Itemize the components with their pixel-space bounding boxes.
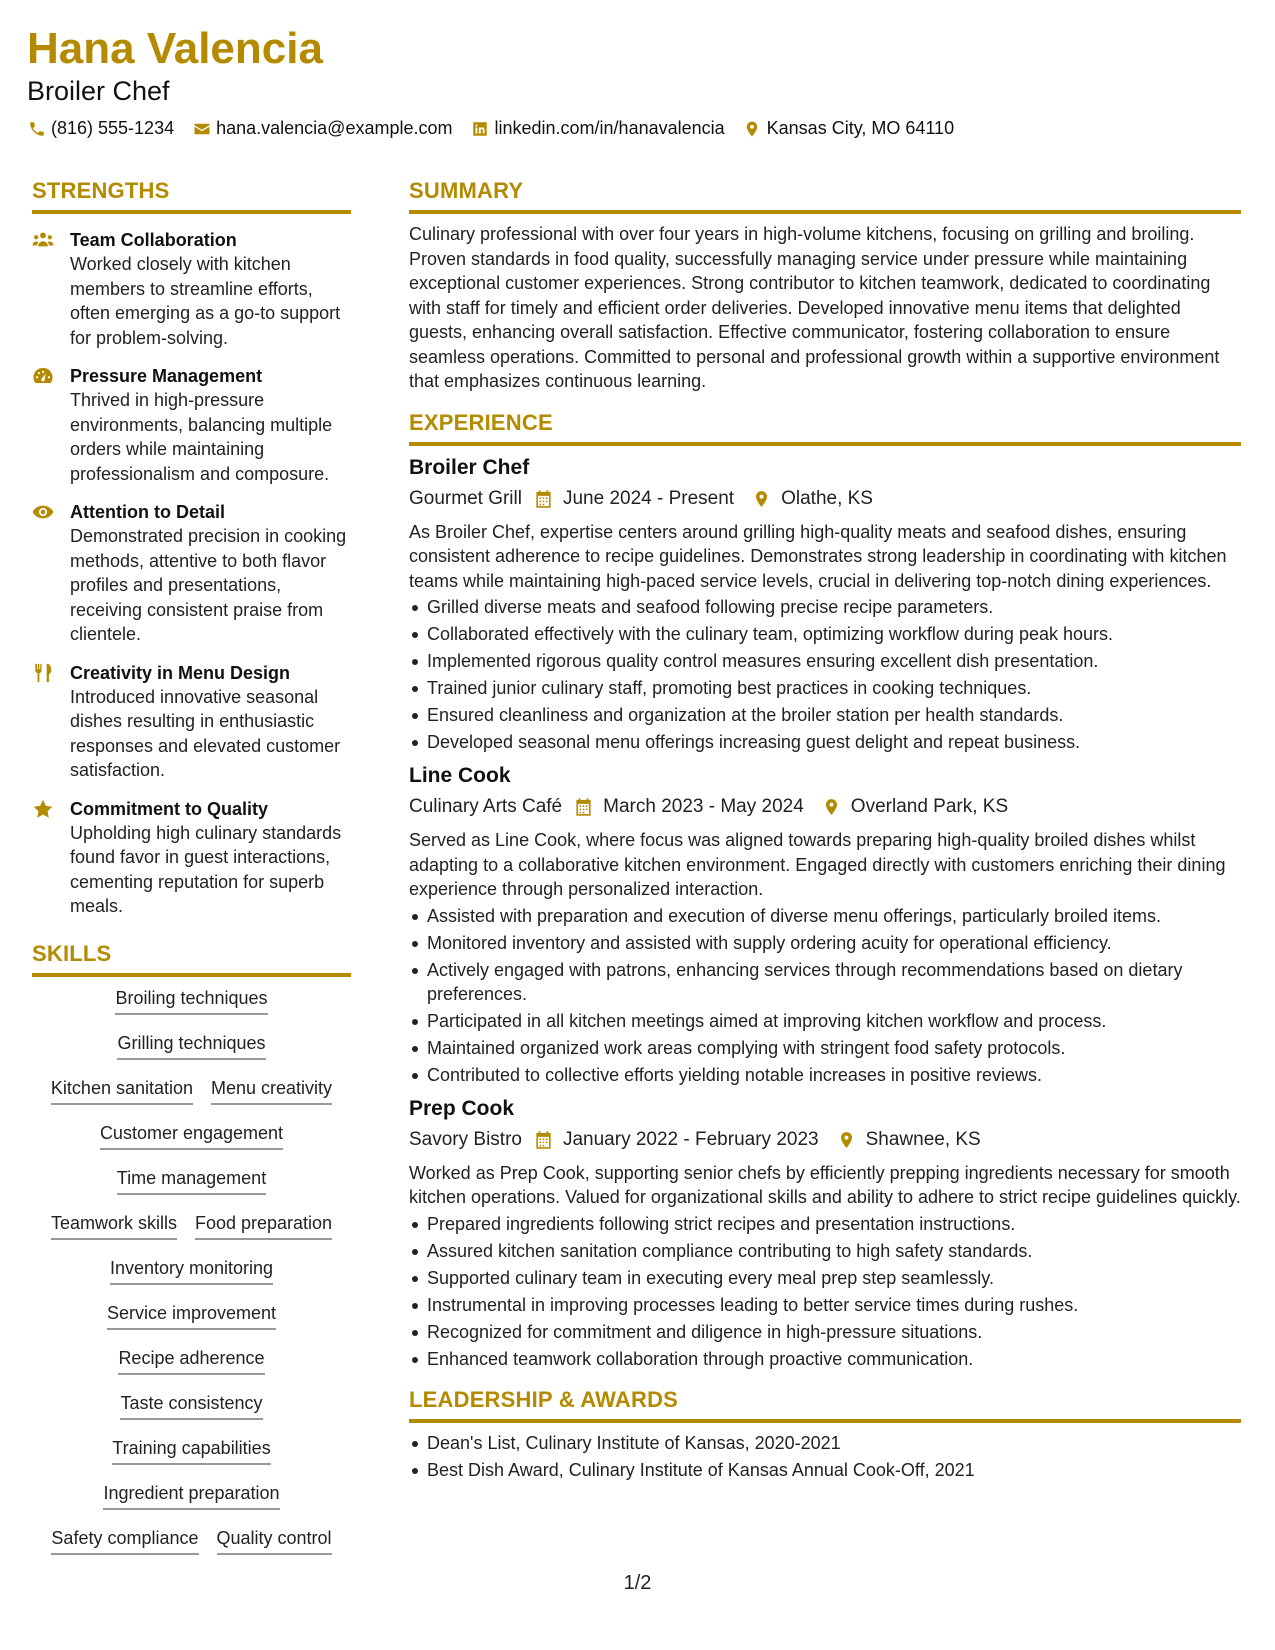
skill-tag: Broiling techniques [115, 987, 267, 1015]
list-item: Participated in all kitchen meetings aimed at improving kitchen workflow and process. [409, 1009, 1241, 1033]
eye-icon [32, 500, 70, 647]
skill-tag: Customer engagement [100, 1122, 283, 1150]
job-description: Worked as Prep Cook, supporting senior chefs by efficiently prepping ingredients necessary for smooth kitchen operations. Valued for organizational skills and ability to adhere to strict recipe guidelines quickly. [409, 1162, 1241, 1207]
email-link[interactable]: hana.valencia@example.com [216, 118, 453, 138]
candidate-name: Hana Valencia [27, 24, 323, 73]
strength-item [32, 364, 351, 486]
calendar-icon [574, 797, 593, 817]
skill-tag: Menu creativity [211, 1077, 332, 1105]
job-company: Savory Bistro [409, 1128, 522, 1150]
job-meta [409, 793, 1241, 821]
list-item: Grilled diverse meats and seafood following precise recipe parameters. [409, 595, 1241, 619]
strength-name: Attention to Detail [70, 502, 225, 522]
job-bullets [409, 595, 1241, 754]
star-icon [32, 797, 70, 919]
strength-name: Creativity in Menu Design [70, 662, 291, 683]
list-item: Supported culinary team in executing every meal prep step seamlessly. [409, 1266, 1241, 1290]
list-item: Actively engaged with patrons, enhancing services through recommendations based on dietary preferences. [409, 958, 1241, 1006]
map-pin-icon [822, 797, 841, 817]
map-pin-icon [743, 119, 762, 138]
skill-tag: Ingredient preparation [103, 1482, 279, 1510]
strength-item [32, 500, 351, 647]
job-title: Broiler Chef [409, 455, 530, 479]
job-bullets [409, 1212, 1241, 1371]
job-dates: March 2023 - May 2024 [603, 796, 804, 817]
skill-tag: Time management [117, 1167, 266, 1195]
contact-bar [27, 118, 1245, 139]
list-item: Assisted with preparation and execution of diverse menu offerings, particularly broiled items. [409, 904, 1241, 928]
strengths-heading: STRENGTHS [32, 178, 351, 214]
linkedin-link[interactable]: linkedin.com/in/hanavalencia [494, 118, 725, 138]
job-location: Overland Park, KS [850, 796, 1009, 817]
strength-desc: Thrived in high-pressure environments, balancing multiple orders while maintaining professionalism and composure. [70, 390, 333, 484]
list-item: Assured kitchen sanitation compliance contributing to high safety standards. [409, 1239, 1241, 1263]
list-item: Ensured cleanliness and organization at the broiler station per health standards. [409, 703, 1241, 727]
summary-text: Culinary professional with over four years in high-volume kitchens, focusing on grilling and broiling. Proven standards in food quality, successfully managing service under pressure while maintaining exceptional customer experiences. Strong contributor to kitchen teamwork, dedicated to coordinating with staff for timely and efficient order deliveries. Developed innovative menu items that delighted guests, enhancing overall satisfaction. Effective communicator, fostering collaboration to ensure seamless operations. Committed to personal and professional growth within a supportive environment that emphasizes continuous learning. [409, 224, 1220, 391]
job-entry [409, 762, 1241, 1087]
strength-name: Pressure Management [70, 366, 263, 386]
strength-desc: Introduced innovative seasonal dishes resulting in enthusiastic responses and elevated customer satisfaction. [70, 686, 341, 780]
job-description: Served as Line Cook, where focus was aligned towards preparing high-quality broiled dishes whilst adapting to a collaborative kitchen environment. Engaged directly with customers enriching their dining experience through personalized interaction. [409, 830, 1226, 899]
strength-name: Commitment to Quality [70, 798, 269, 819]
skills-list [32, 987, 351, 1572]
list-item: Monitored inventory and assisted with supply ordering acuity for operational efficiency. [409, 931, 1241, 955]
skill-tag: Safety compliance [51, 1527, 198, 1555]
list-item: Dean's List, Culinary Institute of Kansas, 2020-2021 [409, 1431, 1241, 1455]
phone-icon [27, 119, 46, 138]
contact-linkedin[interactable] [471, 118, 725, 139]
phone-text: (816) 555-1234 [51, 118, 175, 138]
awards-list [409, 1431, 1241, 1482]
job-description: As Broiler Chef, expertise centers around grilling high-quality meats and seafood dishes, ensuring consistent adherence to recipe guidelines. Demonstrates strong leadership in coordinating with kitchen teams while maintaining high-paced service levels, crucial in delivering top-notch dining experiences. [409, 521, 1227, 591]
skill-tag: Quality control [217, 1527, 332, 1555]
candidate-title: Broiler Chef [27, 76, 170, 106]
left-column [32, 178, 351, 1572]
summary-heading: SUMMARY [409, 178, 1241, 214]
map-pin-icon [752, 489, 771, 509]
envelope-icon [192, 119, 211, 138]
calendar-icon [534, 489, 553, 509]
strength-item [32, 797, 351, 919]
utensils-icon [32, 661, 70, 783]
skill-tag: Food preparation [195, 1212, 332, 1240]
skills-heading: SKILLS [32, 941, 351, 977]
job-location: Olathe, KS [781, 487, 873, 509]
list-item: Implemented rigorous quality control measures ensuring excellent dish presentation. [409, 649, 1241, 673]
job-location: Shawnee, KS [865, 1128, 981, 1150]
list-item: Contributed to collective efforts yielding notable increases in positive reviews. [409, 1063, 1241, 1087]
skill-tag: Recipe adherence [118, 1347, 264, 1375]
job-dates: January 2022 - February 2023 [562, 1128, 819, 1150]
list-item: Prepared ingredients following strict recipes and presentation instructions. [409, 1212, 1241, 1236]
job-company: Gourmet Grill [409, 487, 522, 509]
contact-email[interactable] [192, 118, 452, 139]
strength-desc: Worked closely with kitchen members to streamline efforts, often emerging as a go-to support for problem-solving. [70, 254, 341, 348]
contact-location [743, 118, 954, 139]
skill-tag: Service improvement [107, 1302, 276, 1330]
users-icon [32, 228, 70, 350]
job-company: Culinary Arts Café [409, 796, 563, 817]
list-item: Recognized for commitment and diligence in high-pressure situations. [409, 1320, 1241, 1344]
gauge-icon [32, 364, 70, 486]
page-number: 1/2 [623, 1572, 652, 1594]
job-meta [409, 1126, 1241, 1154]
map-pin-icon [837, 1130, 856, 1150]
list-item: Best Dish Award, Culinary Institute of Kansas Annual Cook-Off, 2021 [409, 1458, 1241, 1482]
strength-desc: Upholding high culinary standards found favor in guest interactions, cementing reputation for superb meals. [70, 822, 342, 916]
job-title: Prep Cook [409, 1096, 515, 1120]
job-title: Line Cook [409, 764, 511, 787]
linkedin-icon [471, 119, 490, 138]
list-item: Instrumental in improving processes leading to better service times during rushes. [409, 1293, 1241, 1317]
awards-heading: LEADERSHIP & AWARDS [409, 1387, 1241, 1423]
experience-heading: EXPERIENCE [409, 410, 1241, 446]
list-item: Trained junior culinary staff, promoting best practices in cooking techniques. [409, 676, 1241, 700]
right-column [409, 178, 1241, 1485]
list-item: Collaborated effectively with the culinary team, optimizing workflow during peak hours. [409, 622, 1241, 646]
job-meta [409, 485, 1241, 513]
skill-tag: Kitchen sanitation [51, 1077, 193, 1105]
list-item: Developed seasonal menu offerings increasing guest delight and repeat business. [409, 730, 1241, 754]
list-item: Maintained organized work areas complying with stringent food safety protocols. [409, 1036, 1241, 1060]
strength-item [32, 661, 351, 783]
job-dates: June 2024 - Present [562, 487, 735, 509]
location-text: Kansas City, MO 64110 [766, 118, 955, 138]
job-entry [409, 1095, 1241, 1371]
strength-name: Team Collaboration [70, 230, 237, 250]
skill-tag: Inventory monitoring [110, 1257, 273, 1285]
skill-tag: Grilling techniques [117, 1032, 265, 1060]
strength-desc: Demonstrated precision in cooking methods, attentive to both flavor profiles and presentations, receiving consistent praise from clientele. [70, 526, 347, 644]
strength-item [32, 228, 351, 350]
skill-tag: Teamwork skills [51, 1212, 177, 1240]
skill-tag: Taste consistency [120, 1392, 262, 1420]
job-bullets [409, 904, 1241, 1087]
skill-tag: Training capabilities [112, 1437, 270, 1465]
list-item: Enhanced teamwork collaboration through proactive communication. [409, 1347, 1241, 1371]
job-entry [409, 454, 1241, 755]
calendar-icon [534, 1130, 553, 1150]
resume-header [27, 24, 1245, 139]
contact-phone [27, 118, 174, 139]
